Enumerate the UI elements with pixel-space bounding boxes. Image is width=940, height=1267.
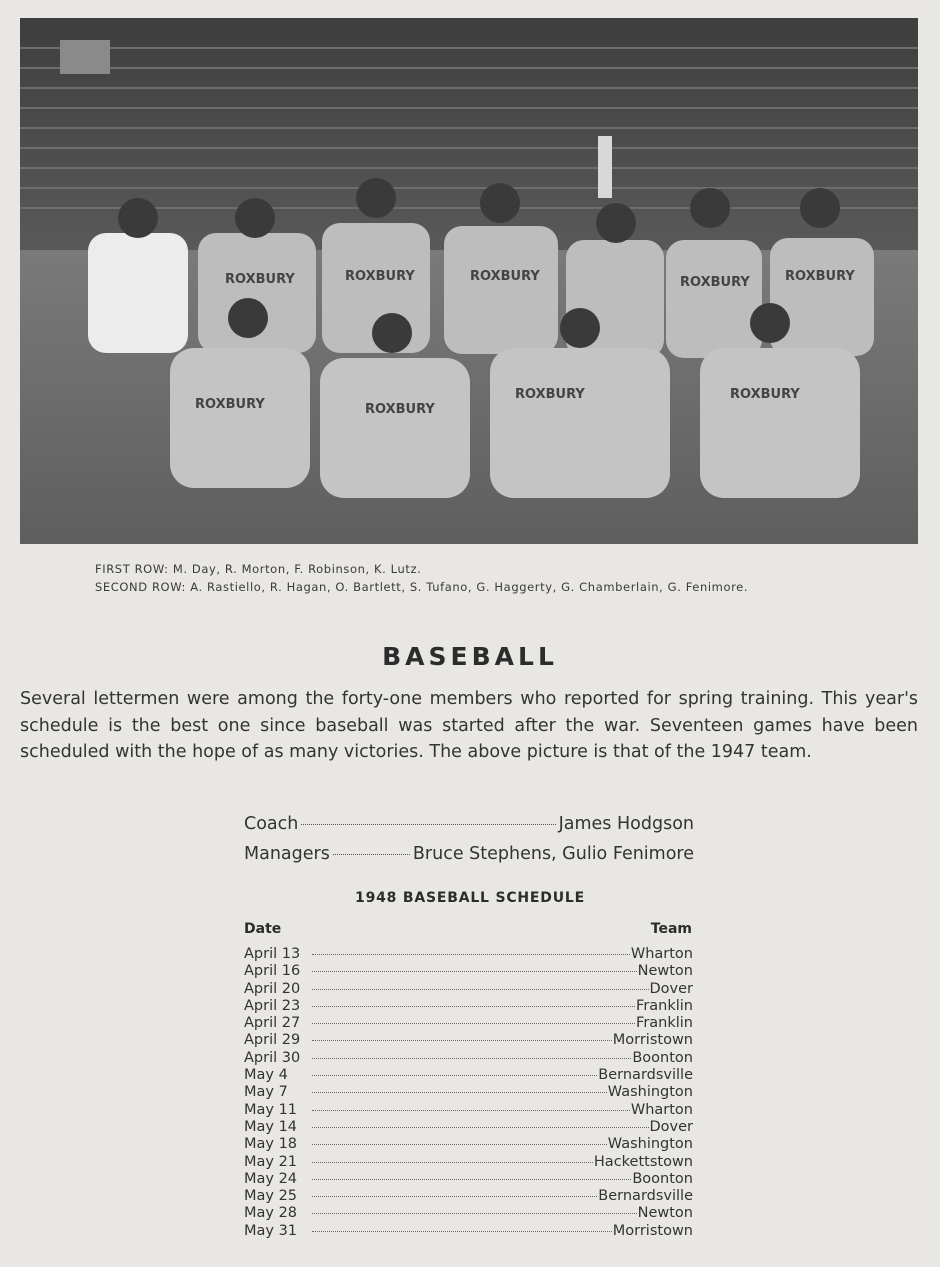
dot-leader [312, 1179, 631, 1180]
team-column-header: Team [650, 921, 692, 937]
coach-line [244, 814, 694, 834]
dot-leader [312, 971, 637, 972]
game-team: Washington [607, 1136, 693, 1153]
game-date: April 23 [244, 997, 301, 1014]
schedule-row [244, 1119, 693, 1136]
team-photo [20, 18, 918, 544]
dot-leader [312, 1213, 637, 1214]
page-title: BASEBALL [382, 642, 558, 671]
jersey-text: ROXBURY [515, 387, 585, 402]
date-column-header: Date [244, 921, 282, 937]
dot-leader [312, 1040, 612, 1041]
game-team: Franklin [636, 997, 693, 1014]
dot-leader [333, 853, 410, 855]
schedule-row [244, 998, 693, 1015]
dot-leader [301, 823, 555, 825]
game-date: May 7 [244, 1084, 288, 1101]
dot-leader [312, 1127, 649, 1128]
building-door [598, 136, 612, 198]
game-team: Morristown [612, 1222, 693, 1239]
game-team: Bernardsville [598, 1188, 693, 1205]
schedule-row [244, 1015, 693, 1032]
game-team: Franklin [636, 1015, 693, 1032]
game-team: Bernardsville [598, 1067, 693, 1084]
game-date: April 16 [244, 963, 301, 980]
schedule-title: 1948 BASEBALL SCHEDULE [355, 890, 585, 906]
game-date: May 31 [244, 1222, 298, 1239]
game-date: April 27 [244, 1015, 301, 1032]
dot-leader [312, 1092, 607, 1093]
schedule-row [244, 1050, 693, 1067]
schedule-row [244, 1032, 693, 1049]
game-team: Newton [637, 963, 693, 980]
game-date: April 29 [244, 1032, 301, 1049]
game-team: Boonton [632, 1170, 693, 1187]
schedule-list [244, 946, 693, 1240]
jersey-text: ROXBURY [470, 269, 540, 284]
schedule-row [244, 1205, 693, 1222]
schedule-row [244, 963, 693, 980]
game-date: May 14 [244, 1118, 298, 1135]
game-team: Wharton [630, 1101, 693, 1118]
game-date: May 18 [244, 1136, 298, 1153]
game-team: Boonton [632, 1049, 693, 1066]
dot-leader [312, 954, 630, 955]
caption-first-row: FIRST ROW: M. Day, R. Morton, F. Robinson, K. Lutz. [95, 562, 422, 576]
managers-names: Bruce Stephens, Gulio Fenimore [412, 844, 694, 864]
jersey-text: ROXBURY [730, 387, 800, 402]
game-team: Morristown [612, 1032, 693, 1049]
jersey-text: ROXBURY [345, 269, 415, 284]
dot-leader [312, 1006, 635, 1007]
game-team: Wharton [630, 946, 693, 962]
caption-second-row: SECOND ROW: A. Rastiello, R. Hagan, O. Bartlett, S. Tufano, G. Haggerty, G. Chamberlain, G. Fenimore. [95, 580, 749, 594]
game-date: April 13 [244, 946, 301, 962]
schedule-row [244, 1154, 693, 1171]
team-photo-illustration [20, 18, 918, 544]
schedule-row [244, 946, 693, 963]
dot-leader [312, 1144, 607, 1145]
building-window [60, 40, 110, 74]
dot-leader [312, 1196, 597, 1197]
game-date: May 25 [244, 1188, 298, 1205]
jersey-text: ROXBURY [225, 272, 295, 287]
dot-leader [312, 1023, 635, 1024]
schedule-row [244, 1223, 693, 1240]
jersey-text: ROXBURY [365, 402, 435, 417]
game-date: April 30 [244, 1049, 301, 1066]
intro-paragraph: Several lettermen were among the forty-one members who reported for spring training. This year's schedule is the best one since baseball was started after the war. Seventeen games have been scheduled with the hope of as many victories. The above picture is that of the 1947 team. [20, 689, 918, 762]
game-team: Washington [607, 1084, 693, 1101]
jersey-text: ROXBURY [785, 269, 855, 284]
schedule-row [244, 1171, 693, 1188]
game-date: May 11 [244, 1101, 298, 1118]
jersey-text: ROXBURY [680, 275, 750, 290]
managers-label: Managers [244, 844, 330, 864]
schedule-row [244, 1084, 693, 1101]
schedule-row [244, 1188, 693, 1205]
dot-leader [312, 1058, 631, 1059]
game-team: Dover [649, 980, 693, 997]
managers-line [244, 844, 694, 864]
dot-leader [312, 989, 649, 990]
coach-name: James Hodgson [558, 814, 694, 834]
game-team: Hackettstown [593, 1153, 693, 1170]
jersey-text: ROXBURY [195, 397, 265, 412]
schedule-row [244, 1136, 693, 1153]
game-date: May 24 [244, 1170, 298, 1187]
game-date: May 4 [244, 1067, 288, 1084]
game-date: May 21 [244, 1153, 298, 1170]
dot-leader [312, 1110, 630, 1111]
dot-leader [312, 1162, 593, 1163]
schedule-row [244, 1102, 693, 1119]
game-date: May 28 [244, 1205, 298, 1222]
schedule-row [244, 1067, 693, 1084]
game-team: Dover [649, 1118, 693, 1135]
schedule-row [244, 981, 693, 998]
dot-leader [312, 1231, 612, 1232]
game-date: April 20 [244, 980, 301, 997]
coach-label: Coach [244, 814, 299, 834]
dot-leader [312, 1075, 597, 1076]
game-team: Newton [637, 1205, 693, 1222]
